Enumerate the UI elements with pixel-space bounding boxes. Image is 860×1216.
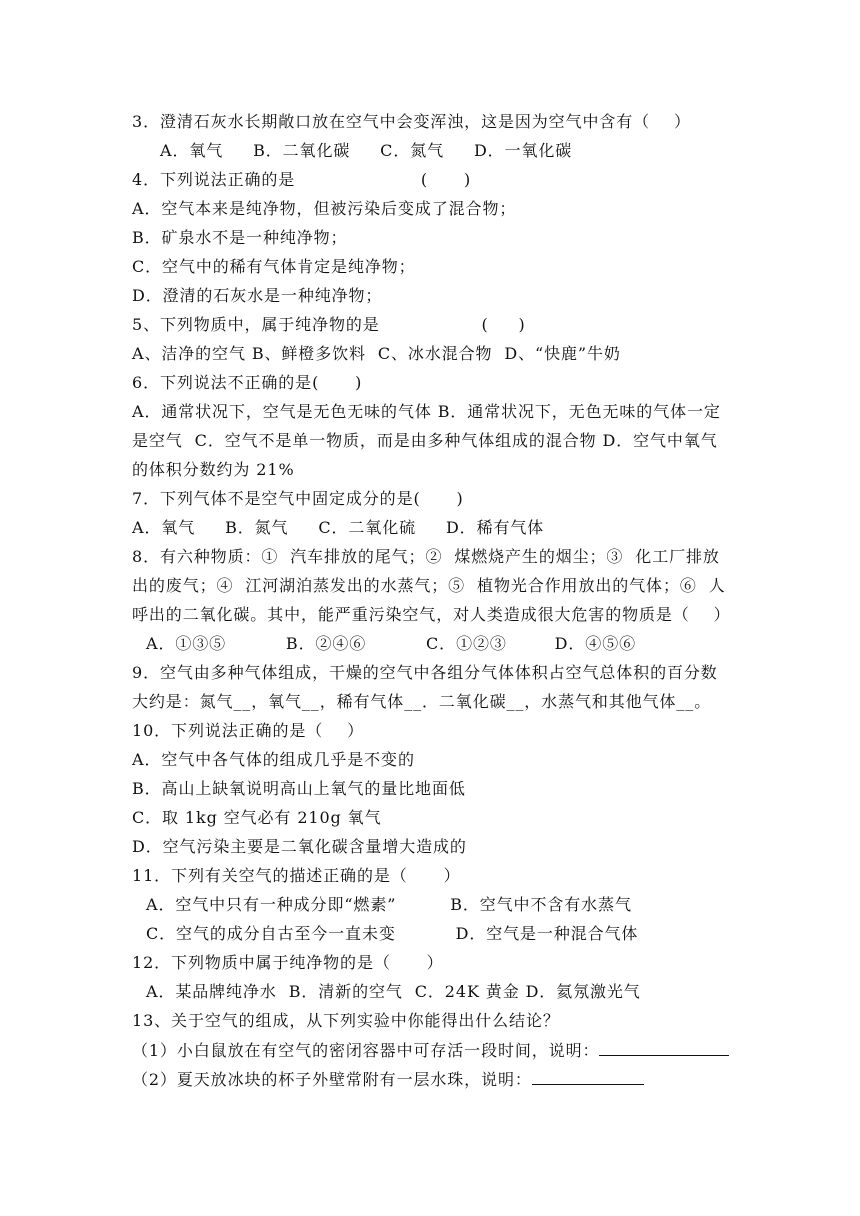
q11-stem: 11．下列有关空气的描述正确的是（ ）: [132, 866, 461, 885]
q4-stem: 4．下列说法正确的是 ( ): [132, 170, 472, 189]
q6-line-2: 是空气 C．空气不是单一物质，而是由多种气体组成的混合物 D．空气中氧气: [132, 431, 718, 450]
q10-option-a: A．空气中各气体的组成几乎是不变的: [132, 750, 415, 769]
q4-option-d: D．澄清的石灰水是一种纯净物；: [132, 286, 383, 305]
q13-stem: 13、关于空气的组成，从下列实验中你能得出什么结论？: [132, 1011, 560, 1030]
q8-line-1: 8．有六种物质：① 汽车排放的尾气；② 煤燃烧产生的烟尘；③ 化工厂排放: [132, 547, 720, 566]
q4-option-c: C．空气中的稀有气体肯定是纯净物；: [132, 257, 416, 276]
q9-line-1: 9．空气由多种气体组成，干燥的空气中各组分气体体积占空气总体积的百分数: [132, 663, 718, 682]
q4-option-b: B．矿泉水不是一种纯净物；: [132, 228, 348, 247]
q6-line-3: 的体积分数约为 21%: [132, 460, 295, 479]
q10-stem: 10．下列说法正确的是（ ）: [132, 721, 365, 740]
q5-stem: 5、下列物质中，属于纯净物的是 ( ): [132, 315, 526, 334]
q13-part-2: [132, 1069, 644, 1090]
q7-options: A．氧气 B．氮气 C．二氧化硫 D．稀有气体: [132, 518, 545, 537]
q13-part-2-answer-blank[interactable]: [532, 1069, 644, 1085]
q9-line-2: 大约是：氮气__，氧气__，稀有气体__．二氧化碳__，水蒸气和其他气体__。: [132, 692, 712, 711]
q11-options-cd: C．空气的成分自古至今一直未变 D．空气是一种混合气体: [146, 924, 639, 943]
q4-option-a: A．空气本来是纯净物，但被污染后变成了混合物；: [132, 199, 517, 218]
q12-stem: 12．下列物质中属于纯净物的是（ ）: [132, 953, 444, 972]
q3-stem: 3．澄清石灰水长期敞口放在空气中会变浑浊，这是因为空气中含有（ ）: [132, 112, 691, 131]
q3-options: A．氧气 B．二氧化碳 C．氮气 D．一氧化碳: [160, 141, 573, 160]
q10-option-c: C．取 1kg 空气必有 210g 氧气: [132, 808, 382, 827]
q10-option-d: D．空气污染主要是二氧化碳含量增大造成的: [132, 837, 467, 856]
q6-line-1: A．通常状况下，空气是无色无味的气体 B．通常状况下，无色无味的气体一定: [132, 402, 721, 421]
q11-options-ab: A．空气中只有一种成分即“燃素” B．空气中不含有水蒸气: [146, 895, 632, 914]
q12-options: A．某品牌纯净水 B．清新的空气 C．24K 黄金 D．氦氖激光气: [146, 982, 641, 1001]
q8-options: A．①③⑤ B．②④⑥ C．①②③ D．④⑤⑥: [146, 634, 636, 653]
q13-part-1-answer-blank[interactable]: [599, 1040, 729, 1056]
q8-line-2: 出的废气；④ 江河湖泊蒸发出的水蒸气；⑤ 植物光合作用放出的气体；⑥ 人: [132, 576, 726, 595]
q7-stem: 7．下列气体不是空气中固定成分的是( ): [132, 489, 464, 508]
q10-option-b: B．高山上缺氧说明高山上氧气的量比地面低: [132, 779, 466, 798]
q13-part-1-text: （1）小白鼠放在有空气的密闭容器中可存活一段时间，说明：: [132, 1041, 600, 1060]
q8-line-3: 呼出的二氧化碳。其中，能严重污染空气，对人类造成很大危害的物质是（ ）: [132, 605, 731, 624]
q13-part-1: [132, 1040, 729, 1061]
q6-stem: 6．下列说法不正确的是( ): [132, 373, 363, 392]
q13-part-2-text: （2）夏天放冰块的杯子外壁常附有一层水珠，说明：: [132, 1070, 532, 1089]
q5-options: A、洁净的空气 B、鲜橙多饮料 C、冰水混合物 D、“快鹿”牛奶: [132, 344, 621, 363]
